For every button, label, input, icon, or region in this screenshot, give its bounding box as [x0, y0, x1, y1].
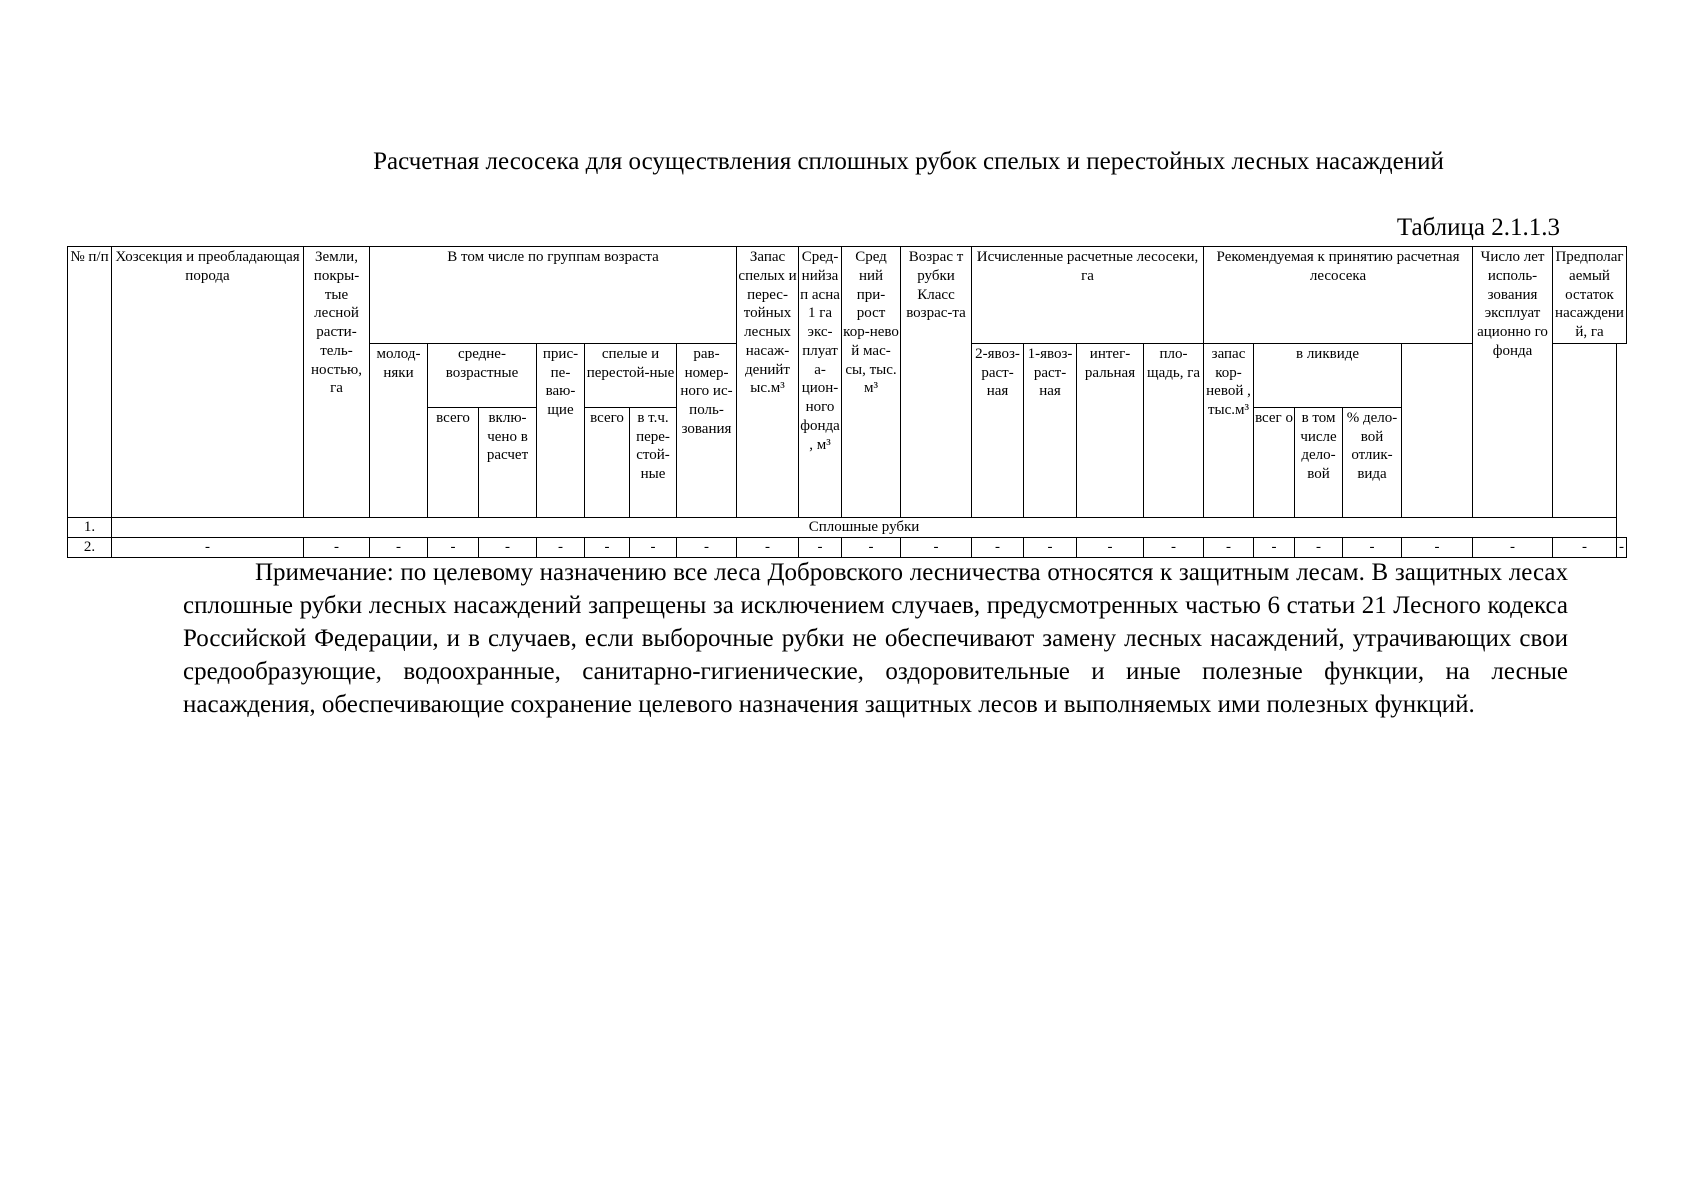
header-num: № п/п — [68, 247, 112, 518]
table-row — [68, 517, 1627, 537]
header-lands: Земли, покры-тые лесной расти-тель-ностью, га — [304, 247, 370, 518]
header-middle-included: вклю-чено в расчет — [479, 407, 537, 517]
header-recommended: Рекомендуемая к принятию расчетная лесосека — [1204, 247, 1473, 344]
header-liquid-total: всег о — [1254, 407, 1295, 517]
header-remainder: Предполагаемый остаток насаждений, га — [1553, 247, 1627, 344]
table-cell: - — [1295, 537, 1343, 557]
row-num: 1. — [68, 517, 112, 537]
table-cell: - — [737, 537, 799, 557]
table-cell: - — [1077, 537, 1144, 557]
table-cell: - — [1204, 537, 1254, 557]
header-one-age: 1-явоз-раст-ная — [1024, 343, 1077, 517]
table-cell: - — [1402, 537, 1473, 557]
header-years: Число лет исполь-зования эксплуат ационно го фонда — [1473, 247, 1553, 518]
table-cell: - — [370, 537, 428, 557]
table-label: Таблица 2.1.1.3 — [1396, 214, 1560, 241]
header-age-groups: В том числе по группам возраста — [370, 247, 737, 344]
header-liquid: в ликвиде — [1254, 343, 1402, 407]
row-num: 2. — [68, 537, 112, 557]
table-cell: - — [630, 537, 677, 557]
header-root-stock: запас кор-невой , тыс.м³ — [1204, 343, 1254, 517]
table-cell: - — [842, 537, 901, 557]
header-remainder-spacer-2 — [1553, 343, 1617, 517]
row-section-label: Сплошные рубки — [112, 517, 1617, 537]
table-cell: - — [1343, 537, 1402, 557]
table-cell: - — [304, 537, 370, 557]
header-mature-incl: в т.ч. пере-стой-ные — [630, 407, 677, 517]
table-cell: - — [1024, 537, 1077, 557]
table-cell: - — [1473, 537, 1553, 557]
table-cell: - — [479, 537, 537, 557]
table-cell: - — [1553, 537, 1617, 557]
table-cell: - — [1144, 537, 1204, 557]
header-two-age: 2-явоз-раст-ная — [972, 343, 1024, 517]
header-ripening: прис-пе-ваю-щие — [537, 343, 585, 517]
cutting-table — [67, 246, 1627, 558]
header-uniform: рав-номер-ного ис-поль-зования — [677, 343, 737, 517]
table-cell: - — [1254, 537, 1295, 557]
header-middle: средне-возрастные — [428, 343, 537, 407]
page-title: Расчетная лесосека для осуществления сплошных рубок спелых и перестойных лесных насаждений — [373, 148, 1444, 175]
header-young: молод-няки — [370, 343, 428, 517]
header-integral: интег-ральная — [1077, 343, 1144, 517]
header-middle-total: всего — [428, 407, 479, 517]
table-cell: - — [901, 537, 972, 557]
table-cell: - — [112, 537, 304, 557]
table-cell: - — [677, 537, 737, 557]
header-age-class: Возрас т рубки Класс возрас-та — [901, 247, 972, 518]
header-mature: спелые и перестой-ные — [585, 343, 677, 407]
header-remainder-spacer — [1402, 343, 1473, 517]
header-calc-cutting: Исчисленные расчетные лесосеки, га — [972, 247, 1204, 344]
table-cell: - — [972, 537, 1024, 557]
table-cell: - — [537, 537, 585, 557]
header-area: пло-щадь, га — [1144, 343, 1204, 517]
header-stock: Запас спелых и перес-тойных лесных насаж-денийт ыс.м³ — [737, 247, 799, 518]
table-cell: - — [428, 537, 479, 557]
header-avg-growth: Сред ний при-рост кор-нево й мас-сы, тыс. м³ — [842, 247, 901, 518]
note-text: Примечание: по целевому назначению все леса Добровского лесничества относятся к защитным лесам. В защитных лесах сплошные рубки лесных насаждений запрещены за исключением случаев, предусмотренных частью 6 статьи 21 Лесного кодекса Российской Федерации, и в случаев, если выборочные рубки не обеспечивают замену лесных насаждений, утрачивающих свои средообразующие, водоохранные, санитарно-гигиенические, оздоровительные и иные полезные функции, на лесные насаждения, обеспечивающие сохранение целевого назначения защитных лесов и выполняемых ими полезных функций. — [183, 559, 1568, 718]
header-mature-total: всего — [585, 407, 630, 517]
table-row — [68, 537, 1627, 557]
header-avg-increment: Сред-нийзап асна 1 га экс-плуата-цион-ного фонда, м³ — [799, 247, 842, 518]
header-liquid-business: в том числе дело-вой — [1295, 407, 1343, 517]
header-liquid-percent: % дело-вой отлик-вида — [1343, 407, 1402, 517]
table-cell: - — [799, 537, 842, 557]
header-section: Хозсекция и преобладающая порода — [112, 247, 304, 518]
table-cell: - — [1617, 537, 1627, 557]
table-cell: - — [585, 537, 630, 557]
